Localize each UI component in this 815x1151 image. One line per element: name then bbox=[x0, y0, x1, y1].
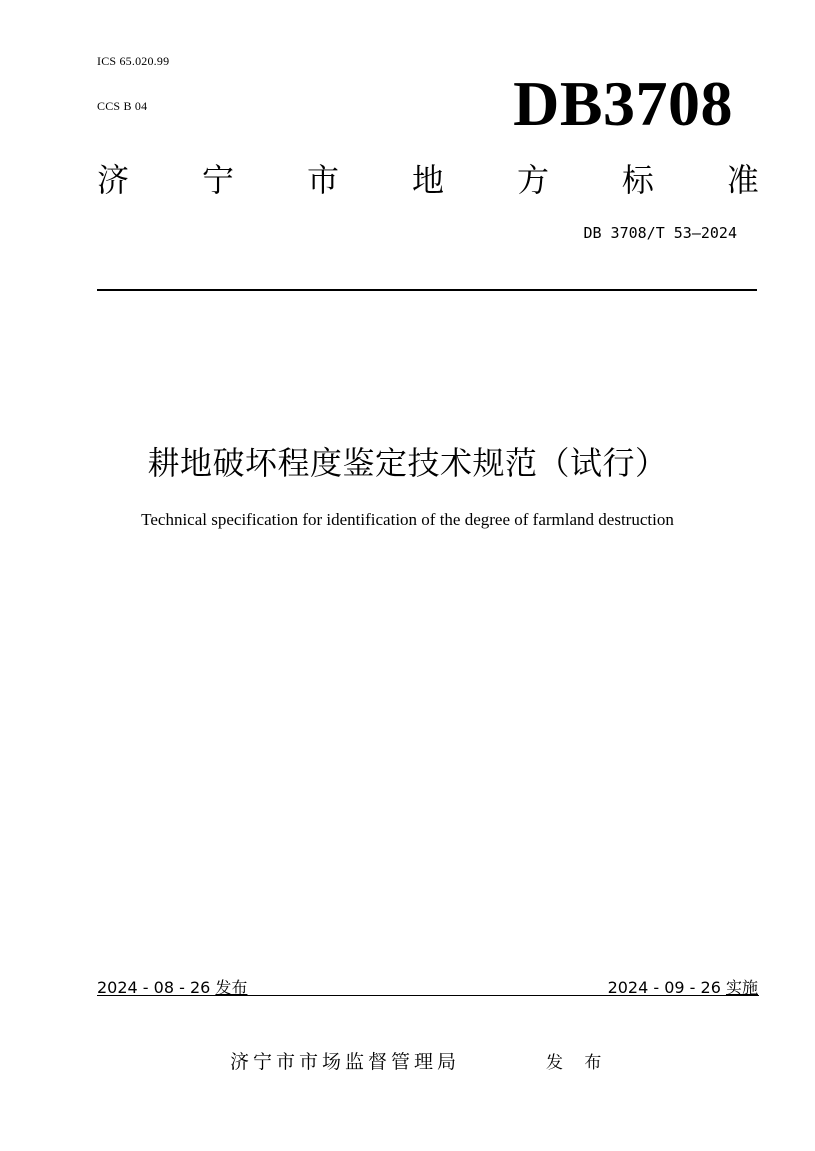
standard-type-char: 方 bbox=[516, 161, 549, 199]
title-english: Technical specification for identification of the degree of farmland destruction bbox=[141, 510, 674, 529]
standard-type-row bbox=[97, 160, 759, 200]
issuer-label: 发 布 bbox=[546, 1053, 610, 1073]
standard-type-char: 标 bbox=[621, 161, 654, 199]
standard-type-char: 准 bbox=[726, 161, 759, 199]
header-divider bbox=[97, 289, 757, 291]
implement-date: 2024 - 09 - 26 bbox=[607, 978, 721, 997]
standard-type-char: 宁 bbox=[201, 161, 234, 199]
standard-type-char: 地 bbox=[411, 161, 444, 199]
standard-code-large: DB3708 bbox=[513, 68, 733, 139]
publish-date: 2024 - 08 - 26 bbox=[97, 978, 211, 997]
title-chinese: 耕地破坏程度鉴定技术规范（试行） bbox=[147, 444, 668, 482]
issuer-name: 济宁市市场监督管理局 bbox=[230, 1051, 461, 1073]
standard-type-char: 济 bbox=[97, 161, 130, 199]
publish-label: 发布 bbox=[215, 978, 248, 997]
standard-type-char: 市 bbox=[306, 161, 339, 199]
ccs-code: CCS B 04 bbox=[97, 99, 148, 113]
dates-divider bbox=[97, 995, 759, 996]
ics-code: ICS 65.020.99 bbox=[97, 54, 170, 68]
standard-number: DB 3708/T 53—2024 bbox=[583, 224, 737, 242]
implement-label: 实施 bbox=[725, 978, 758, 997]
